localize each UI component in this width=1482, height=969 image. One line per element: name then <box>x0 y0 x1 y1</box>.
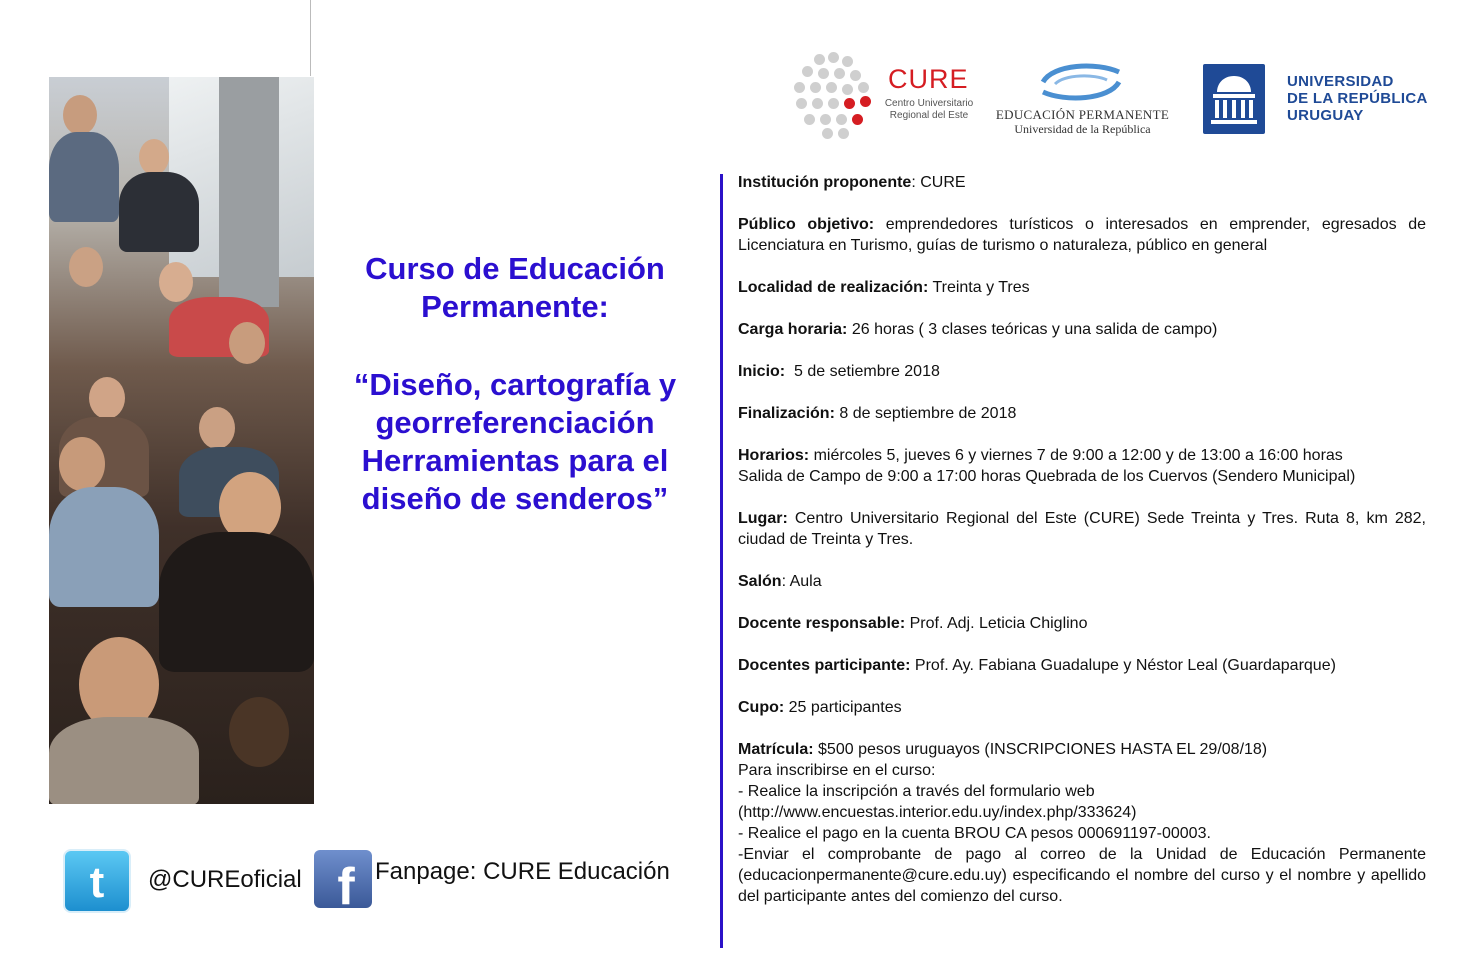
detail-lugar: Lugar: Centro Universitario Regional del Este (CURE) Sede Treinta y Tres. Ruta 8, km 282, ciudad de Treinta y Tres. <box>738 510 1426 548</box>
matricula-line1: Para inscribirse en el curso: <box>738 762 936 779</box>
detail-institucion: Institución proponente: CURE <box>738 174 966 191</box>
matricula-line5: -Enviar el comprobante de pago al correo de la Unidad de Educación Permanente (educacionpermanente@cure.edu.uy) especificando el nombre del curso y el nombre y apellido del participante antes del comienzo del curso. <box>738 846 1426 905</box>
facebook-icon[interactable] <box>314 850 372 908</box>
cure-logo <box>792 52 972 142</box>
photo-person <box>49 487 159 607</box>
udelar-logo-text <box>1287 73 1428 124</box>
udelar-line3: URUGUAY <box>1287 107 1364 124</box>
university-building-icon <box>1203 64 1265 134</box>
udelar-logo <box>1203 64 1433 136</box>
detail-inicio: Inicio: 5 de setiembre 2018 <box>738 363 940 380</box>
photo-person <box>49 132 119 222</box>
educacion-permanente-logo <box>990 60 1175 140</box>
udelar-line1: UNIVERSIDAD <box>1287 73 1394 90</box>
twitter-icon[interactable] <box>63 849 131 913</box>
educacion-permanente-title: EDUCACIÓN PERMANENTE <box>995 107 1170 122</box>
course-title-line1: Curso de Educación Permanente: <box>365 251 665 324</box>
photo-person <box>69 247 103 287</box>
detail-horarios: Horarios: miércoles 5, jueves 6 y viernes 7 de 9:00 a 12:00 y de 13:00 a 16:00 horas Salida de Campo de 9:00 a 17:00 horas Quebrada de los Cuervos (Sendero Municipal) <box>738 447 1356 485</box>
svg-text:t: t <box>89 858 105 907</box>
detail-salon: Salón: Aula <box>738 573 822 590</box>
photo-person <box>59 437 105 491</box>
photo-pillar <box>219 77 279 307</box>
educacion-permanente-subtitle: Universidad de la República <box>1014 122 1151 136</box>
photo-person <box>49 717 199 804</box>
cure-logo-name: CURE <box>888 64 969 94</box>
details-divider <box>720 174 723 948</box>
detail-carga-horaria: Carga horaria: 26 horas ( 3 clases teóricas y una salida de campo) <box>738 321 1218 338</box>
photo-person <box>119 172 199 252</box>
detail-matricula: Matrícula: $500 pesos uruguayos (INSCRIPCIONES HASTA EL 29/08/18) Para inscribirse en el curso: - Realice la inscripción a través del formulario web (http://www.encuestas.interior.edu.uy/index.php/333624) - Realice el pago en la cuenta BROU CA pesos 000691197-00003. -Enviar el comprobante de pago al correo de la Unidad de Educación Permanente (educacionpermanente@cure.edu.uy) especificando el nombre del curso y el nombre y apellido del participante antes del comienzo del curso. <box>738 741 1426 905</box>
photo-person <box>159 262 193 302</box>
svg-text:f: f <box>337 858 355 908</box>
course-details <box>738 172 1426 928</box>
photo-person <box>159 532 314 672</box>
photo-person <box>63 95 97 135</box>
educacion-permanente-arcs-icon <box>1035 62 1127 102</box>
facebook-page[interactable]: Fanpage: CURE Educación <box>375 858 670 885</box>
detail-finalizacion: Finalización: 8 de septiembre de 2018 <box>738 405 1017 422</box>
matricula-url[interactable]: (http://www.encuestas.interior.edu.uy/index.php/333624) <box>738 804 1137 821</box>
course-title <box>330 250 700 518</box>
photo-person <box>229 697 289 767</box>
classroom-photo <box>49 77 314 804</box>
detail-docente-responsable: Docente responsable: Prof. Adj. Leticia Chiglino <box>738 615 1088 632</box>
photo-person <box>199 407 235 449</box>
detail-localidad: Localidad de realización: Treinta y Tres <box>738 279 1030 296</box>
cure-logo-subtitle: Centro Universitario Regional del Este <box>884 98 974 121</box>
detail-publico: Público objetivo: emprendedores turísticos o interesados en emprender, egresados de Licenciatura en Turismo, guías de turismo o naturaleza, público en general <box>738 216 1427 254</box>
photo-person <box>89 377 125 419</box>
detail-horarios-extra: Salida de Campo de 9:00 a 17:00 horas Quebrada de los Cuervos (Sendero Municipal) <box>738 468 1356 485</box>
cure-dots-icon <box>792 52 872 138</box>
twitter-handle[interactable]: @CUREoficial <box>148 866 302 893</box>
course-title-line2: “Diseño, cartografía y georreferenciación Herramientas para el diseño de senderos” <box>353 367 677 516</box>
udelar-line2: DE LA REPÚBLICA <box>1287 90 1428 107</box>
matricula-line4: - Realice el pago en la cuenta BROU CA pesos 000691197-00003. <box>738 825 1211 842</box>
detail-docentes-participante: Docentes participante: Prof. Ay. Fabiana Guadalupe y Néstor Leal (Guardaparque) <box>738 657 1336 674</box>
photo-person <box>229 322 265 364</box>
top-divider-line <box>310 0 311 76</box>
photo-person <box>139 139 169 175</box>
matricula-line2: - Realice la inscripción a través del formulario web <box>738 783 1095 800</box>
detail-cupo: Cupo: 25 participantes <box>738 699 902 716</box>
